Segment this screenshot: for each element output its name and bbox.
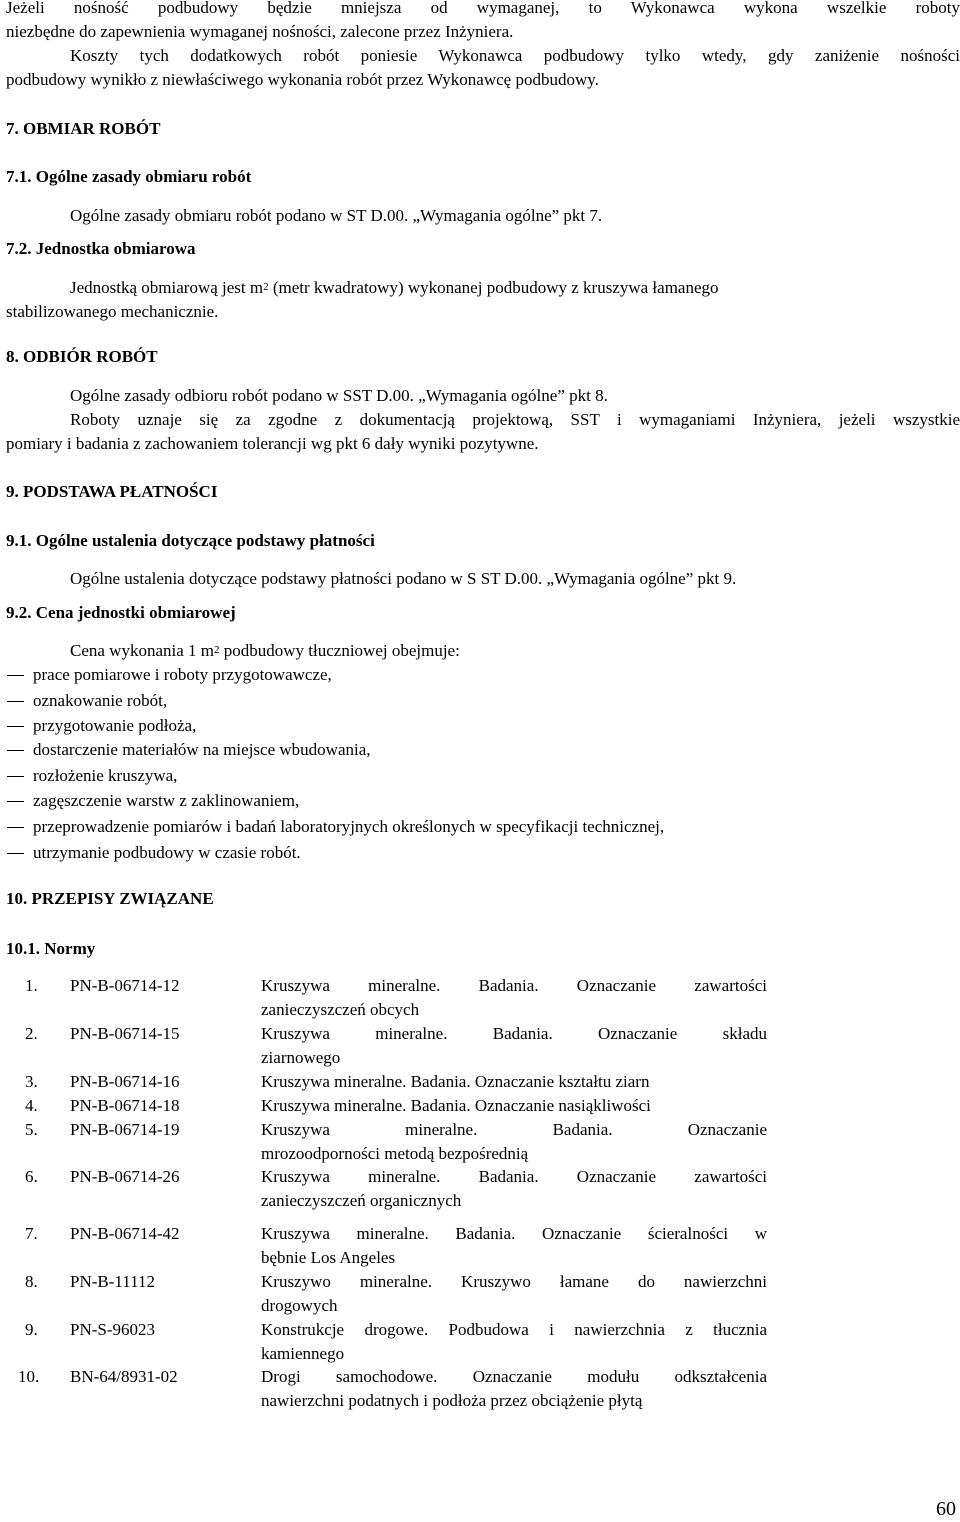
norm-number: 6.	[25, 1167, 38, 1186]
norm-number: 5.	[25, 1120, 38, 1139]
section-heading-7: 7. OBMIAR ROBÓT	[6, 119, 161, 138]
subsection-heading-7-2: 7.2. Jednostka obmiarowa	[6, 239, 196, 258]
norm-number: 8.	[25, 1272, 38, 1291]
superscript: 2	[214, 644, 220, 656]
norm-number: 1.	[25, 976, 38, 995]
norm-description: Konstrukcje drogowe. Podbudowa i nawierzchnia z tłucznia kamiennego	[261, 1320, 767, 1363]
norm-number: 3.	[25, 1072, 38, 1091]
section-heading-10: 10. PRZEPISY ZWIĄZANE	[6, 889, 214, 908]
norm-description: Kruszywo mineralne. Kruszywo łamane do nawierzchni drogowych	[261, 1272, 767, 1315]
norm-description: Kruszywa mineralne. Badania. Oznaczanie składu ziarnowego	[261, 1024, 767, 1067]
paragraph-9-2: Cena wykonania 1 $m^2$ podbudowy tłuczniowej obejmuje:	[70, 641, 460, 660]
norm-description: Kruszywa mineralne. Badania. Oznaczanie zawartości zanieczyszczeń organicznych	[261, 1167, 767, 1210]
norm-number: 10.	[18, 1367, 40, 1386]
paragraph-additional-costs	[6, 44, 960, 92]
norm-number: 7.	[25, 1224, 38, 1243]
norm-code: PN-B-11112	[70, 1272, 155, 1291]
subsection-heading-10-1: 10.1. Normy	[6, 939, 96, 958]
paragraph-7-2-line1: Jednostką obmiarową jest $m^2$ (metr kwadratowy) wykonanej podbudowy z kruszywa łamanego	[70, 278, 719, 297]
subsection-heading-7-1: 7.1. Ogólne zasady obmiaru robót	[6, 167, 252, 186]
paragraph-7-1: Ogólne zasady obmiaru robót podano w ST D.00. „Wymagania ogólne” pkt 7.	[70, 206, 603, 225]
text-line: Jeżeli nośność podbudowy będzie mniejsza od wymaganej, to Wykonawca wykona wszelkie roboty	[6, 0, 960, 17]
norm-code: PN-B-06714-42	[70, 1224, 180, 1243]
norm-description: Kruszywa mineralne. Badania. Oznaczanie mrozoodporności metodą bezpośrednią	[261, 1120, 767, 1163]
norm-number: 4.	[25, 1096, 38, 1115]
text-line: pomiary i badania z zachowaniem tolerancji wg pkt 6 dały wyniki pozytywne.	[6, 434, 539, 453]
text-line: Koszty tych dodatkowych robót poniesie Wykonawca podbudowy tylko wtedy, gdy zaniżenie nośności	[70, 46, 960, 65]
norm-code: PN-S-96023	[70, 1320, 156, 1339]
text-line: niezbędne do zapewnienia wymaganej nośności, zalecone przez Inżyniera.	[6, 22, 514, 41]
text-line: Roboty uznaje się za zgodne z dokumentacją projektową, SST i wymaganiami Inżyniera, jeżeli wszystkie	[70, 410, 960, 429]
norm-number: 9.	[25, 1320, 38, 1339]
subsection-heading-9-1: 9.1. Ogólne ustalenia dotyczące podstawy płatności	[6, 531, 375, 550]
norm-code: PN-B-06714-18	[70, 1096, 180, 1115]
section-heading-8: 8. ODBIÓR ROBÓT	[6, 347, 158, 366]
norm-description: Drogi samochodowe. Oznaczanie modułu odkształcenia nawierzchni podatnych i podłoża przez obciążenie płytą	[261, 1367, 767, 1410]
norm-code: PN-B-06714-19	[70, 1120, 180, 1139]
norm-number: 2.	[25, 1024, 38, 1043]
norm-description: Kruszywa mineralne. Badania. Oznaczanie ścieralności w bębnie Los Angeles	[261, 1224, 767, 1267]
superscript: 2	[263, 281, 269, 293]
norm-description: Kruszywa mineralne. Badania. Oznaczanie nasiąkliwości	[261, 1096, 651, 1115]
norm-code: PN-B-06714-12	[70, 976, 180, 995]
paragraph-bearing-capacity	[6, 0, 960, 44]
text-line: podbudowy wynikło z niewłaściwego wykonania robót przez Wykonawcę podbudowy.	[6, 70, 599, 89]
norm-description: Kruszywa mineralne. Badania. Oznaczanie zawartości zanieczyszczeń obcych	[261, 976, 767, 1019]
paragraph-7-2-line2: stabilizowanego mechanicznie.	[6, 302, 219, 321]
norm-code: PN-B-06714-15	[70, 1024, 180, 1043]
norm-code: PN-B-06714-16	[70, 1072, 180, 1091]
document-page: Jeżeli nośność podbudowy będzie mniejsza od wymaganej, to Wykonawca wykona wszelkie roboty niezbędne do zapewnienia wymaganej nośności, zalecone przez Inżyniera. Koszty tych dodatkowych robót poniesie Wykonawca podbudowy tylko wtedy, gdy zaniżenie nośności podbudowy wynikło z niewłaściwego wykonania robót przez Wykonawcę podbudowy. 7. OBMIAR ROBÓT 7.1. Ogólne zasady obmiaru robót Ogólne zasady obmiaru robót podano w ST D.00. „Wymagania ogólne” pkt 7. 7.2. Jednostka obmiarowa Jednostką obmiarową jest $m^2$ (metr kwadratowy) wykonanej podbudowy z kruszywa łamanego stabilizowanego mechanicznie. 8. ODBIÓR ROBÓT Ogólne zasady odbioru robót podano w SST D.00. „Wymagania ogólne” pkt 8. Roboty uznaje się za zgodne z dokumentacją projektową, SST i wymaganiami Inżyniera, jeżeli wszystkie pomiary i badania z zachowaniem tolerancji wg pkt 6 dały wyniki pozytywne. 9. PODSTAWA PŁATNOŚCI 9.1. Ogólne ustalenia dotyczące podstawy płatności Ogólne ustalenia dotyczące podstawy płatności podano w S ST D.00. „Wymagania ogólne” pkt 9. 9.2. Cena jednostki obmiarowej Cena wykonania 1 $m^2$ podbudowy tłuczniowej obejmuje: prace pomiarowe i roboty przygotowawcze, oznakowanie robót, przygotowanie podłoża, dostarczenie materiałów na miejsce wbudowania, rozłożenie kruszywa, zagęszczenie warstw z zaklinowaniem, przeprowadzenie pomiarów i badań laboratoryjnych określonych w specyfikacji technicznej, utrzymanie podbudowy w czasie robót. 10. PRZEPISY ZWIĄZANE 10.1. Normy 1. PN-B-06714-12 Kruszywa mineralne. Badania. Oznaczanie zawartości zanieczyszczeń obcych 2. PN-B-06714-15 Kruszywa mineralne. Badania. Oznaczanie składu ziarnowego 3. PN-B-06714-16 Kruszywa mineralne. Badania. Oznaczanie kształtu ziarn 4. PN-B-06714-18 Kruszywa mineralne. Badania. Oznaczanie nasiąkliwości 5. PN-B-06714-19 Kruszywa mineralne. Badania. Oznaczanie mrozoodporności metodą bezpośrednią 6. PN-B-06714-26 Kruszywa mineralne. Badania. Oznaczanie zawartości zanieczyszczeń organicznych 7. PN-B-06714-42 Kruszywa mineralne. Badania. Oznaczanie ścieralności w bębnie Los Angeles 8. PN-B-11112 Kruszywo mineralne. Kruszywo łamane do nawierzchni drogowych 9. PN-S-96023 Konstrukcje drogowe. Podbudowa i nawierzchnia z tłucznia kamiennego 10. BN-64/8931-02 Drogi samochodowe. Oznaczanie modułu odkształcenia nawierzchni podatnych i podłoża przez obciążenie płytą 60	[0, 0, 960, 1522]
subsection-heading-9-2: 9.2. Cena jednostki obmiarowej	[6, 603, 236, 622]
page-number: 60	[936, 1498, 956, 1520]
paragraph-8-1: Ogólne zasady odbioru robót podano w SST D.00. „Wymagania ogólne” pkt 8.	[70, 386, 608, 405]
section-heading-9: 9. PODSTAWA PŁATNOŚCI	[6, 482, 218, 501]
paragraph-9-1: Ogólne ustalenia dotyczące podstawy płatności podano w S ST D.00. „Wymagania ogólne” pkt 9.	[70, 569, 737, 588]
norm-code: BN-64/8931-02	[70, 1367, 178, 1386]
norm-description: Kruszywa mineralne. Badania. Oznaczanie kształtu ziarn	[261, 1072, 650, 1091]
norm-code: PN-B-06714-26	[70, 1167, 180, 1186]
paragraph-8-2	[6, 408, 960, 456]
